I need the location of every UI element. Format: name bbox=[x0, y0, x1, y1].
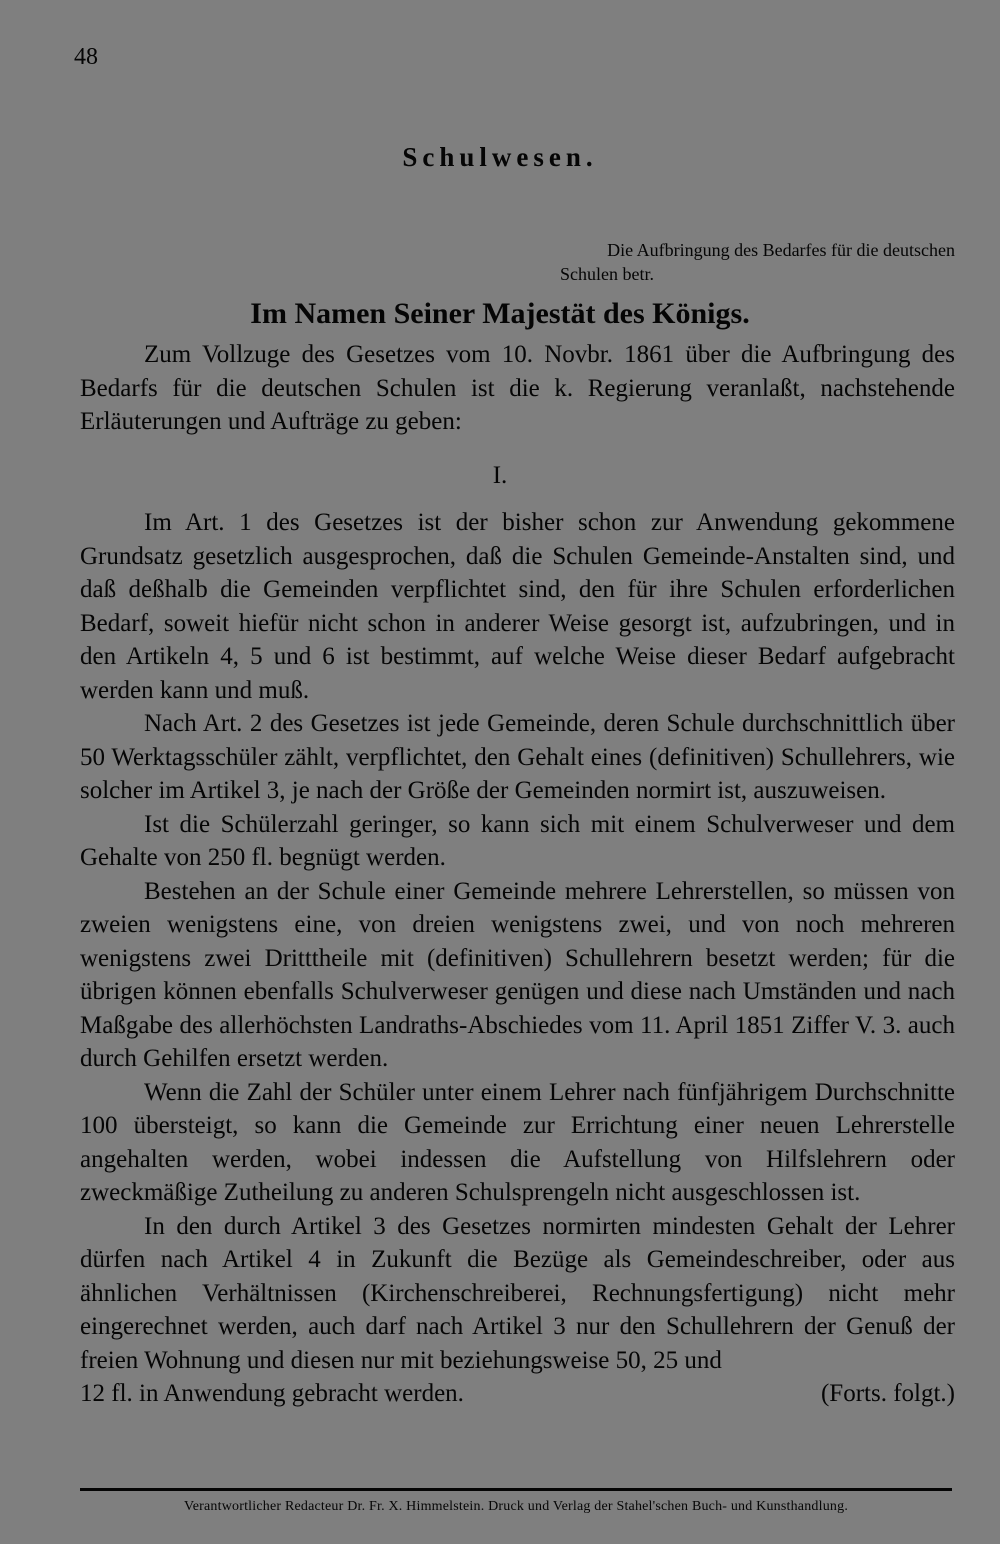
section-title: Schulwesen. bbox=[402, 142, 598, 172]
closing-text: 12 fl. in Anwendung gebracht werden. bbox=[80, 1380, 464, 1407]
decree-heading: Im Namen Seiner Majestät des Königs. bbox=[250, 297, 750, 330]
continuation-note: (Forts. folgt.) bbox=[820, 1380, 955, 1407]
paragraph: Ist die Schülerzahl geringer, so kann sich mit einem Schulverweser und dem Gehalte von 250 fl. begnügt werden. bbox=[80, 810, 955, 871]
subject-line-1: Die Aufbringung des Bedarfes für die deutschen bbox=[607, 240, 955, 260]
footer-rule bbox=[80, 1488, 952, 1491]
intro-block bbox=[80, 338, 955, 439]
main-text bbox=[80, 506, 955, 1411]
paragraph: Wenn die Zahl der Schüler unter einem Lehrer nach fünfjährigem Durchschnitte 100 übersteigt, so kann die Gemeinde zur Errichtung einer neuen Lehrerstelle angehalten werden, wobei indessen die Aufstellung von Hilfslehrern oder zweckmäßige Zutheilung zu anderen Schulsprengeln nicht ausgeschlossen ist. bbox=[80, 1078, 955, 1206]
imprint-footer: Verantwortlicher Redacteur Dr. Fr. X. Himmelstein. Druck und Verlag der Stahel'schen Buch- und Kunsthandlung. bbox=[183, 1499, 849, 1514]
paragraph: In den durch Artikel 3 des Gesetzes normirten mindesten Gehalt der Lehrer dürfen nach Artikel 4 in Zukunft die Bezüge als Gemeindeschreiber, oder aus ähnlichen Verhältnissen (Kirchenschreiberei, Rechnungsfertigung) nicht mehr eingerechnet werden, auch darf nach Artikel 3 nur den Schullehrern der Genuß der freien Wohnung und diesen nur mit beziehungsweise 50, 25 und bbox=[80, 1212, 955, 1374]
paragraph: Nach Art. 2 des Gesetzes ist jede Gemeinde, deren Schule durchschnittlich über 50 Werktagsschüler zählt, verpflichtet, den Gehalt eines (definitiven) Schullehrers, wie solcher im Artikel 3, je nach der Größe der Gemeinden normirt ist, auszuweisen. bbox=[80, 710, 955, 804]
closing-line bbox=[80, 1377, 955, 1411]
section-numeral: I. bbox=[492, 462, 508, 489]
paragraph: Im Art. 1 des Gesetzes ist der bisher schon zur Anwendung gekommene Grundsatz gesetzlich ausgesprochen, daß die Schulen Gemeinde-Anstalten sind, und daß deßhalb die Gemeinden verpflichtet sind, den für ihre Schulen erforderlichen Bedarf, soweit hiefür nicht schon in anderer Weise gesorgt ist, aufzubringen, und in den Artikeln 4, 5 und 6 ist bestimmt, auf welche Weise dieser Bedarf aufgebracht werden kann und muß. bbox=[80, 509, 955, 704]
intro-paragraph: Zum Vollzuge des Gesetzes vom 10. Novbr. 1861 über die Aufbringung des Bedarfs für die deutschen Schulen ist die k. Regierung veranlaßt, nachstehende Erläuterungen und Aufträge zu geben: bbox=[80, 341, 955, 435]
subject-line-2: Schulen betr. bbox=[560, 264, 654, 284]
page-number: 48 bbox=[74, 44, 98, 70]
subject-note bbox=[500, 238, 955, 286]
paragraph: Bestehen an der Schule einer Gemeinde mehrere Lehrerstellen, so müssen von zweien wenigstens eine, von dreien wenigstens zwei, und von noch mehreren wenigstens zwei Dritttheile mit (definitiven) Schullehrern besetzt werden; für die übrigen können ebenfalls Schulverweser genügen und diese nach Umständen und nach Maßgabe des allerhöchsten Landraths-Abschiedes vom 11. April 1851 Ziffer V. 3. auch durch Gehilfen ersetzt werden. bbox=[80, 877, 955, 1072]
